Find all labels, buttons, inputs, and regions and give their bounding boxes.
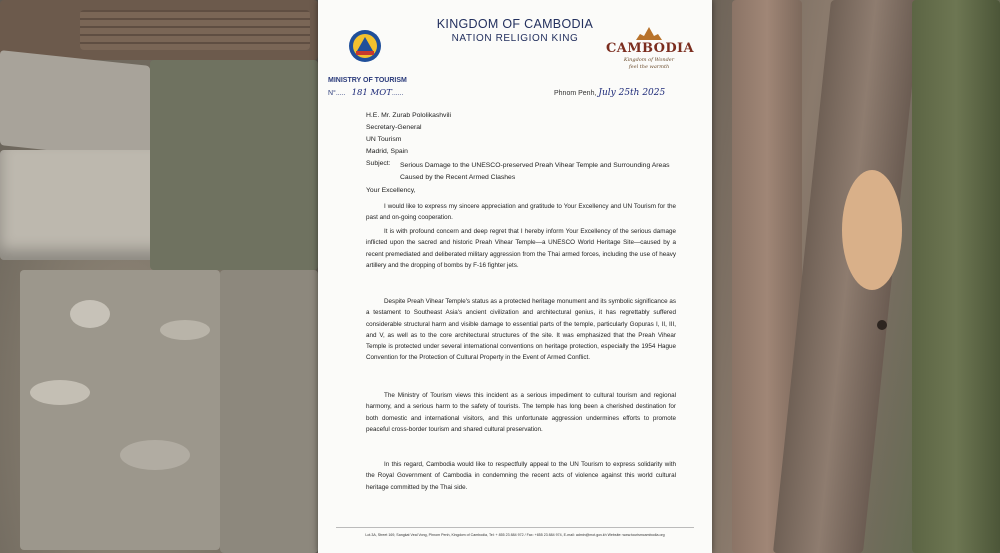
reference-label: N° bbox=[328, 90, 336, 97]
cambodia-brand-logo bbox=[606, 25, 695, 85]
recipient-title: Secretary-General bbox=[366, 124, 422, 131]
damaged-ledge-photo bbox=[712, 0, 1000, 553]
rubble-chunk bbox=[70, 300, 110, 328]
reference-dots: ..... bbox=[335, 90, 346, 97]
temple-wall-bricks bbox=[80, 10, 310, 50]
shell-impact bbox=[842, 170, 902, 290]
reference-number bbox=[328, 88, 404, 98]
paragraph: In this regard, Cambodia would like to respectfully appeal to the UN Tourism to express solidarity with the Royal Government of Cambodia in condemning the recent acts of violence against this world cultural heritage committed by the Thai side. bbox=[366, 461, 676, 491]
reference-dots-after: ...... bbox=[391, 90, 404, 97]
grass-patch bbox=[150, 60, 318, 270]
rubble-chunk bbox=[160, 320, 210, 340]
temple-rubble-photo bbox=[0, 0, 318, 553]
reference-handwritten: 181 MOT bbox=[351, 88, 392, 98]
stone-block bbox=[0, 50, 150, 161]
letter-footer: Lot.3A, Street 169, Sangkat Veal Vong, Phnom Penh, Kingdom of Cambodia, Tel: + 855 23 884 972 / Fax: +855 23 884 974, E-mail: admin@mot.gov.kh Website: www.tourismcambodia.org bbox=[365, 533, 665, 537]
brand-tagline: Kingdom of Wonder bbox=[623, 57, 675, 63]
paragraph: I would like to express my sincere appreciation and gratitude to Your Excellency and UN Tourism for the past and on-going cooperation. bbox=[366, 203, 676, 222]
letter-date bbox=[554, 88, 665, 98]
paragraph: It is with profound concern and deep regret that I hereby inform Your Excellency of the serious damage inflicted upon the sacred and historic Preah Vihear Temple—a UNESCO World Heritage Site—caused by a recent premediated and deliberated military aggression from the Thai armed forces, including the use of heavy artillery and the dropping of bombs by F-16 fighter jets. bbox=[366, 228, 676, 269]
paragraph: The Ministry of Tourism views this incident as a serious impediment to cultural tourism and regional harmony, and a serious harm to the safety of tourists. The temple has long been a cherished destination for both domestic and international visitors, and this unfortunate aggression undermines efforts to promote peaceful cross-border tourism and shared cultural preservation. bbox=[366, 392, 676, 433]
kingdom-heading: KINGDOM OF CAMBODIA bbox=[436, 17, 594, 31]
temple-silhouette-icon bbox=[634, 25, 664, 41]
brand-tagline-secondary: feel the warmth bbox=[628, 64, 670, 70]
subject-label: Subject: bbox=[366, 160, 391, 167]
official-letter bbox=[318, 0, 712, 553]
motto-heading: NATION RELIGION KING bbox=[451, 33, 579, 44]
recipient-name: H.E. Mr. Zurab Pololikashvili bbox=[366, 112, 451, 119]
rubble-ground bbox=[20, 270, 220, 550]
paragraph: Despite Preah Vihear Temple's status as a protected heritage monument and its symbolic significance as a testament to Southeast Asia's ancient civilization and architectural genius, it has regrettably suffered considerable structural harm and visible damage to essential parts of the temple, particularly Gopuras I, II, III, and V, as well as to the core architectural structures of the site. It was emphasized that the Preah Vihear Temple is protected under several international conventions on heritage protection, especially the 1954 Hague Convention for the Protection of Cultural Property in the Event of Armed Conflict. bbox=[366, 298, 676, 362]
recipient-city: Madrid, Spain bbox=[366, 148, 408, 155]
stone-side bbox=[220, 270, 318, 553]
footer-divider bbox=[336, 527, 694, 528]
rubble-chunk bbox=[120, 440, 190, 470]
ministry-name: MINISTRY OF TOURISM bbox=[328, 77, 407, 84]
subject-text: Serious Damage to the UNESCO-preserved Preah Vihear Temple and Surrounding Areas Caused by the Recent Armed Clashes bbox=[400, 162, 670, 181]
rubble-chunk bbox=[30, 380, 90, 405]
date-handwritten: July 25th 2025 bbox=[598, 88, 666, 98]
recipient-org: UN Tourism bbox=[366, 136, 402, 143]
greeting: Your Excellency, bbox=[366, 187, 416, 194]
bullet-hole bbox=[877, 320, 887, 330]
date-prefix: Phnom Penh, bbox=[554, 90, 597, 97]
brand-word: CAMBODIA bbox=[606, 41, 695, 56]
mossy-stone bbox=[912, 0, 1000, 553]
